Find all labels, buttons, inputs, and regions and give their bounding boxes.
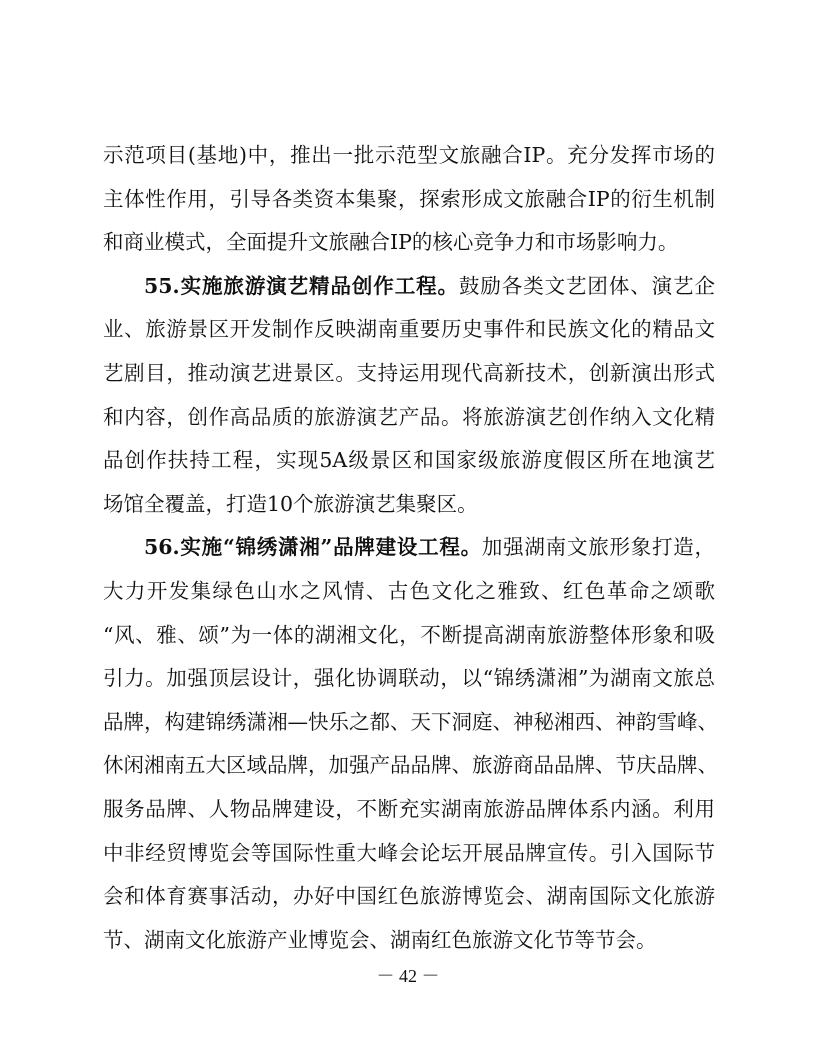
text-line: 品创作扶持工程，实现5A级景区和国家级旅游度假区所在地演艺 [103, 448, 715, 473]
text-line: “风、雅、颂”为一体的湖湘文化，不断提高湖南旅游整体形象和吸 [103, 622, 715, 647]
text-line: 品牌，构建锦绣潇湘—快乐之都、天下洞庭、神秘湘西、神韵雪峰、 [103, 709, 718, 734]
text-line: 休闲湘南五大区域品牌，加强产品品牌、旅游商品品牌、节庆品牌、 [103, 753, 718, 778]
section-56-text: 加强湖南文旅形象打造， [481, 535, 716, 560]
text-line: 服务品牌、人物品牌建设，不断充实湖南旅游品牌体系内涵。利用 [103, 796, 715, 821]
text-line: 主体性作用，引导各类资本集聚，探索形成文旅融合IP的衍生机制 [103, 186, 715, 211]
text-line: 场馆全覆盖，打造10个旅游演艺集聚区。 [103, 491, 478, 516]
text-line: 中非经贸博览会等国际性重大峰会论坛开展品牌宣传。引入国际节 [103, 840, 715, 865]
text-line: 会和体育赛事活动，办好中国红色旅游博览会、湖南国际文化旅游 [103, 884, 715, 909]
text-line: 示范项目(基地)中，推出一批示范型文旅融合IP。充分发挥市场的 [103, 143, 715, 167]
text-line: 和商业模式，全面提升文旅融合IP的核心竞争力和市场影响力。 [103, 230, 679, 255]
text-line: 艺剧目，推动演艺进景区。支持运用现代高新技术，创新演出形式 [103, 360, 715, 385]
text-line: 大力开发集绿色山水之风情、古色文化之雅致、红色革命之颂歌 [103, 578, 715, 603]
section-55-heading-line [103, 265, 715, 309]
section-56-heading-line [103, 526, 715, 570]
text-line: 和内容，创作高品质的旅游演艺产品。将旅游演艺创作纳入文化精 [103, 404, 715, 429]
section-56-heading: 56.实施“锦绣潇湘”品牌建设工程。 [144, 535, 482, 560]
section-55-heading: 55.实施旅游演艺精品创作工程。 [144, 273, 459, 298]
text-line: 引力。加强顶层设计，强化协调联动，以“锦绣潇湘”为湖南文旅总 [103, 666, 715, 691]
text-line: 节、湖南文化旅游产业博览会、湖南红色旅游文化节等节会。 [103, 927, 657, 952]
text-line: 业、旅游景区开发制作反映湖南重要历史事件和民族文化的精品文 [103, 317, 715, 342]
section-55-text: 鼓励各类文艺团体、演艺企 [458, 273, 715, 298]
page-number: － 42 － [376, 966, 440, 986]
body-text [103, 134, 718, 962]
